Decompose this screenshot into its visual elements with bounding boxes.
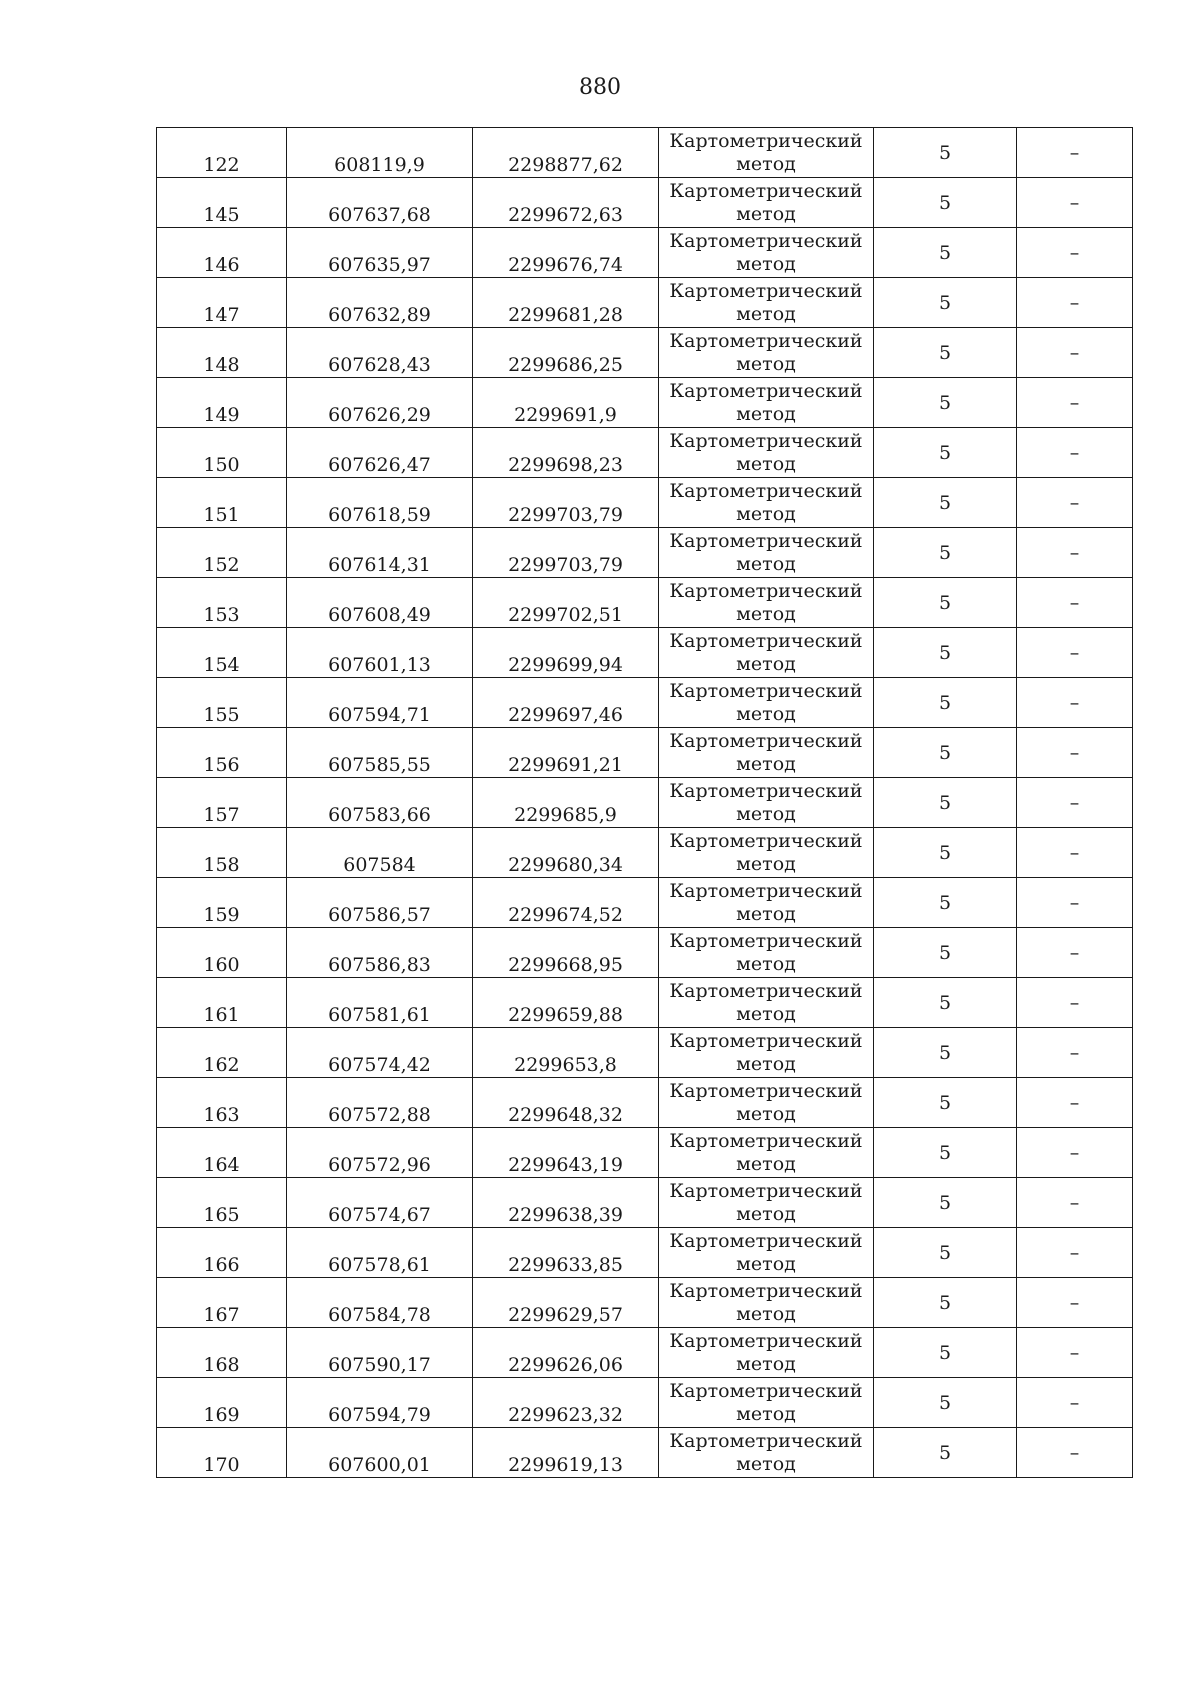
note-cell: –	[1017, 528, 1133, 578]
x-coordinate-cell: 607626,47	[287, 428, 473, 478]
method-cell	[659, 1428, 874, 1478]
note-cell: –	[1017, 878, 1133, 928]
y-coordinate-cell: 2299638,39	[473, 1178, 659, 1228]
point-number-cell: 156	[157, 728, 287, 778]
method-line-1: Картометрический	[669, 229, 863, 252]
accuracy-cell: 5	[874, 178, 1017, 228]
method-cell	[659, 1178, 874, 1228]
accuracy-cell: 5	[874, 1078, 1017, 1128]
y-coordinate-cell: 2299672,63	[473, 178, 659, 228]
method-cell	[659, 1278, 874, 1328]
y-coordinate-cell: 2299623,32	[473, 1378, 659, 1428]
y-coordinate-cell: 2298877,62	[473, 128, 659, 178]
note-cell: –	[1017, 678, 1133, 728]
method-line-2: метод	[736, 752, 796, 775]
x-coordinate-cell: 607572,96	[287, 1128, 473, 1178]
y-coordinate-cell: 2299702,51	[473, 578, 659, 628]
table-row	[157, 328, 1133, 378]
method-line-2: метод	[736, 702, 796, 725]
accuracy-cell: 5	[874, 578, 1017, 628]
note-cell: –	[1017, 128, 1133, 178]
method-cell	[659, 1378, 874, 1428]
x-coordinate-cell: 607590,17	[287, 1328, 473, 1378]
table-row	[157, 378, 1133, 428]
point-number-cell: 170	[157, 1428, 287, 1478]
x-coordinate-cell: 607614,31	[287, 528, 473, 578]
y-coordinate-cell: 2299626,06	[473, 1328, 659, 1378]
table-row	[157, 278, 1133, 328]
point-number-cell: 157	[157, 778, 287, 828]
table-body	[157, 128, 1133, 1478]
y-coordinate-cell: 2299699,94	[473, 628, 659, 678]
method-line-1: Картометрический	[669, 1329, 863, 1352]
accuracy-cell: 5	[874, 778, 1017, 828]
point-number-cell: 154	[157, 628, 287, 678]
note-cell: –	[1017, 1328, 1133, 1378]
point-number-cell: 145	[157, 178, 287, 228]
method-line-1: Картометрический	[669, 1179, 863, 1202]
method-cell	[659, 828, 874, 878]
method-cell	[659, 178, 874, 228]
x-coordinate-cell: 607626,29	[287, 378, 473, 428]
method-cell	[659, 628, 874, 678]
point-number-cell: 169	[157, 1378, 287, 1428]
point-number-cell: 153	[157, 578, 287, 628]
point-number-cell: 163	[157, 1078, 287, 1128]
method-line-1: Картометрический	[669, 279, 863, 302]
note-cell: –	[1017, 1128, 1133, 1178]
accuracy-cell: 5	[874, 1378, 1017, 1428]
accuracy-cell: 5	[874, 1428, 1017, 1478]
table-row	[157, 778, 1133, 828]
x-coordinate-cell: 607586,57	[287, 878, 473, 928]
x-coordinate-cell: 607594,71	[287, 678, 473, 728]
table-row	[157, 1328, 1133, 1378]
table-row	[157, 478, 1133, 528]
method-cell	[659, 1028, 874, 1078]
note-cell: –	[1017, 1278, 1133, 1328]
accuracy-cell: 5	[874, 128, 1017, 178]
x-coordinate-cell: 607635,97	[287, 228, 473, 278]
note-cell: –	[1017, 978, 1133, 1028]
table-row	[157, 678, 1133, 728]
table-row	[157, 928, 1133, 978]
table-row	[157, 528, 1133, 578]
note-cell: –	[1017, 478, 1133, 528]
table-row	[157, 1428, 1133, 1478]
method-line-1: Картометрический	[669, 1229, 863, 1252]
y-coordinate-cell: 2299703,79	[473, 478, 659, 528]
table-row	[157, 578, 1133, 628]
method-line-2: метод	[736, 552, 796, 575]
accuracy-cell: 5	[874, 428, 1017, 478]
method-line-1: Картометрический	[669, 979, 863, 1002]
note-cell: –	[1017, 378, 1133, 428]
method-line-1: Картометрический	[669, 879, 863, 902]
method-line-1: Картометрический	[669, 429, 863, 452]
method-line-1: Картометрический	[669, 679, 863, 702]
method-line-1: Картометрический	[669, 1129, 863, 1152]
y-coordinate-cell: 2299680,34	[473, 828, 659, 878]
method-line-2: метод	[736, 952, 796, 975]
accuracy-cell: 5	[874, 328, 1017, 378]
table-row	[157, 1278, 1133, 1328]
note-cell: –	[1017, 1178, 1133, 1228]
table-row	[157, 878, 1133, 928]
note-cell: –	[1017, 928, 1133, 978]
point-number-cell: 159	[157, 878, 287, 928]
note-cell: –	[1017, 428, 1133, 478]
note-cell: –	[1017, 278, 1133, 328]
accuracy-cell: 5	[874, 228, 1017, 278]
x-coordinate-cell: 607572,88	[287, 1078, 473, 1128]
point-number-cell: 161	[157, 978, 287, 1028]
accuracy-cell: 5	[874, 378, 1017, 428]
method-cell	[659, 428, 874, 478]
method-line-1: Картометрический	[669, 179, 863, 202]
y-coordinate-cell: 2299643,19	[473, 1128, 659, 1178]
method-line-1: Картометрический	[669, 129, 863, 152]
point-number-cell: 149	[157, 378, 287, 428]
method-line-2: метод	[736, 852, 796, 875]
method-line-2: метод	[736, 352, 796, 375]
accuracy-cell: 5	[874, 628, 1017, 678]
method-line-1: Картометрический	[669, 1279, 863, 1302]
y-coordinate-cell: 2299659,88	[473, 978, 659, 1028]
method-line-1: Картометрический	[669, 379, 863, 402]
point-number-cell: 146	[157, 228, 287, 278]
note-cell: –	[1017, 728, 1133, 778]
x-coordinate-cell: 607594,79	[287, 1378, 473, 1428]
table-row	[157, 428, 1133, 478]
point-number-cell: 160	[157, 928, 287, 978]
accuracy-cell: 5	[874, 1228, 1017, 1278]
method-line-2: метод	[736, 802, 796, 825]
method-line-2: метод	[736, 202, 796, 225]
note-cell: –	[1017, 1428, 1133, 1478]
accuracy-cell: 5	[874, 728, 1017, 778]
accuracy-cell: 5	[874, 828, 1017, 878]
method-cell	[659, 928, 874, 978]
method-line-2: метод	[736, 1152, 796, 1175]
x-coordinate-cell: 607608,49	[287, 578, 473, 628]
method-line-2: метод	[736, 302, 796, 325]
method-cell	[659, 578, 874, 628]
point-number-cell: 155	[157, 678, 287, 728]
point-number-cell: 151	[157, 478, 287, 528]
note-cell: –	[1017, 1028, 1133, 1078]
point-number-cell: 150	[157, 428, 287, 478]
x-coordinate-cell: 607574,67	[287, 1178, 473, 1228]
method-line-1: Картометрический	[669, 829, 863, 852]
method-cell	[659, 378, 874, 428]
method-line-2: метод	[736, 402, 796, 425]
accuracy-cell: 5	[874, 1128, 1017, 1178]
method-line-1: Картометрический	[669, 779, 863, 802]
page-number: 880	[579, 75, 621, 100]
method-cell	[659, 778, 874, 828]
table-row	[157, 178, 1133, 228]
point-number-cell: 148	[157, 328, 287, 378]
method-line-2: метод	[736, 1202, 796, 1225]
x-coordinate-cell: 607586,83	[287, 928, 473, 978]
method-line-2: метод	[736, 1352, 796, 1375]
y-coordinate-cell: 2299691,9	[473, 378, 659, 428]
y-coordinate-cell: 2299629,57	[473, 1278, 659, 1328]
method-cell	[659, 1128, 874, 1178]
method-line-1: Картометрический	[669, 479, 863, 502]
x-coordinate-cell: 607578,61	[287, 1228, 473, 1278]
note-cell: –	[1017, 828, 1133, 878]
y-coordinate-cell: 2299674,52	[473, 878, 659, 928]
x-coordinate-cell: 607628,43	[287, 328, 473, 378]
point-number-cell: 167	[157, 1278, 287, 1328]
method-cell	[659, 878, 874, 928]
method-line-1: Картометрический	[669, 1379, 863, 1402]
method-line-2: метод	[736, 502, 796, 525]
method-cell	[659, 1228, 874, 1278]
method-line-2: метод	[736, 902, 796, 925]
accuracy-cell: 5	[874, 1028, 1017, 1078]
table-row	[157, 978, 1133, 1028]
method-line-1: Картометрический	[669, 1429, 863, 1452]
x-coordinate-cell: 607632,89	[287, 278, 473, 328]
note-cell: –	[1017, 578, 1133, 628]
method-cell	[659, 128, 874, 178]
point-number-cell: 166	[157, 1228, 287, 1278]
y-coordinate-cell: 2299633,85	[473, 1228, 659, 1278]
table-row	[157, 1128, 1133, 1178]
note-cell: –	[1017, 178, 1133, 228]
x-coordinate-cell: 607618,59	[287, 478, 473, 528]
x-coordinate-cell: 607601,13	[287, 628, 473, 678]
x-coordinate-cell: 607584,78	[287, 1278, 473, 1328]
method-cell	[659, 478, 874, 528]
y-coordinate-cell: 2299653,8	[473, 1028, 659, 1078]
method-line-1: Картометрический	[669, 929, 863, 952]
method-line-2: метод	[736, 1402, 796, 1425]
x-coordinate-cell: 607584	[287, 828, 473, 878]
y-coordinate-cell: 2299648,32	[473, 1078, 659, 1128]
x-coordinate-cell: 607574,42	[287, 1028, 473, 1078]
y-coordinate-cell: 2299676,74	[473, 228, 659, 278]
method-line-2: метод	[736, 252, 796, 275]
method-cell	[659, 678, 874, 728]
method-line-1: Картометрический	[669, 1079, 863, 1102]
accuracy-cell: 5	[874, 1178, 1017, 1228]
y-coordinate-cell: 2299685,9	[473, 778, 659, 828]
table-row	[157, 828, 1133, 878]
note-cell: –	[1017, 628, 1133, 678]
method-line-1: Картометрический	[669, 729, 863, 752]
method-line-1: Картометрический	[669, 329, 863, 352]
method-cell	[659, 1078, 874, 1128]
method-cell	[659, 328, 874, 378]
x-coordinate-cell: 607583,66	[287, 778, 473, 828]
method-line-2: метод	[736, 1302, 796, 1325]
y-coordinate-cell: 2299668,95	[473, 928, 659, 978]
table-row	[157, 1228, 1133, 1278]
method-line-2: метод	[736, 152, 796, 175]
table-row	[157, 1078, 1133, 1128]
accuracy-cell: 5	[874, 528, 1017, 578]
table-row	[157, 1028, 1133, 1078]
method-line-2: метод	[736, 652, 796, 675]
y-coordinate-cell: 2299697,46	[473, 678, 659, 728]
table-row	[157, 728, 1133, 778]
x-coordinate-cell: 607600,01	[287, 1428, 473, 1478]
method-line-2: метод	[736, 602, 796, 625]
note-cell: –	[1017, 1378, 1133, 1428]
method-cell	[659, 528, 874, 578]
y-coordinate-cell: 2299681,28	[473, 278, 659, 328]
point-number-cell: 164	[157, 1128, 287, 1178]
x-coordinate-cell: 607637,68	[287, 178, 473, 228]
method-line-2: метод	[736, 1102, 796, 1125]
point-number-cell: 165	[157, 1178, 287, 1228]
method-line-1: Картометрический	[669, 1029, 863, 1052]
point-number-cell: 168	[157, 1328, 287, 1378]
method-cell	[659, 228, 874, 278]
accuracy-cell: 5	[874, 478, 1017, 528]
y-coordinate-cell: 2299619,13	[473, 1428, 659, 1478]
method-line-2: метод	[736, 452, 796, 475]
table-row	[157, 628, 1133, 678]
accuracy-cell: 5	[874, 278, 1017, 328]
coordinates-table	[156, 127, 1133, 1478]
method-line-2: метод	[736, 1002, 796, 1025]
method-line-2: метод	[736, 1252, 796, 1275]
y-coordinate-cell: 2299686,25	[473, 328, 659, 378]
note-cell: –	[1017, 228, 1133, 278]
table-row	[157, 1378, 1133, 1428]
accuracy-cell: 5	[874, 678, 1017, 728]
method-line-2: метод	[736, 1452, 796, 1475]
method-cell	[659, 278, 874, 328]
accuracy-cell: 5	[874, 1278, 1017, 1328]
x-coordinate-cell: 607581,61	[287, 978, 473, 1028]
point-number-cell: 158	[157, 828, 287, 878]
y-coordinate-cell: 2299703,79	[473, 528, 659, 578]
method-cell	[659, 978, 874, 1028]
method-line-1: Картометрический	[669, 579, 863, 602]
y-coordinate-cell: 2299698,23	[473, 428, 659, 478]
x-coordinate-cell: 608119,9	[287, 128, 473, 178]
method-line-1: Картометрический	[669, 529, 863, 552]
note-cell: –	[1017, 778, 1133, 828]
x-coordinate-cell: 607585,55	[287, 728, 473, 778]
table-row	[157, 128, 1133, 178]
point-number-cell: 162	[157, 1028, 287, 1078]
method-line-2: метод	[736, 1052, 796, 1075]
point-number-cell: 152	[157, 528, 287, 578]
note-cell: –	[1017, 1078, 1133, 1128]
table-row	[157, 228, 1133, 278]
method-cell	[659, 1328, 874, 1378]
note-cell: –	[1017, 1228, 1133, 1278]
accuracy-cell: 5	[874, 978, 1017, 1028]
accuracy-cell: 5	[874, 928, 1017, 978]
accuracy-cell: 5	[874, 1328, 1017, 1378]
point-number-cell: 147	[157, 278, 287, 328]
y-coordinate-cell: 2299691,21	[473, 728, 659, 778]
note-cell: –	[1017, 328, 1133, 378]
accuracy-cell: 5	[874, 878, 1017, 928]
method-cell	[659, 728, 874, 778]
method-line-1: Картометрический	[669, 629, 863, 652]
table-row	[157, 1178, 1133, 1228]
point-number-cell: 122	[157, 128, 287, 178]
